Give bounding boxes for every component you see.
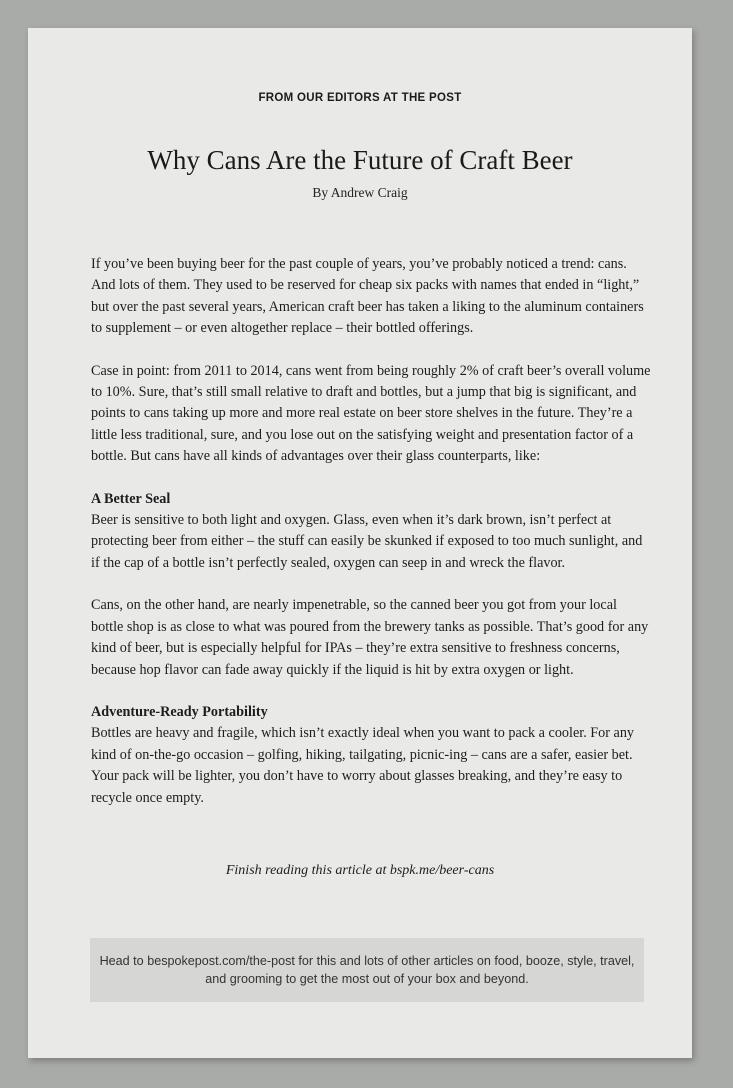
article-body: [91, 254, 651, 830]
page-title: Why Cans Are the Future of Craft Beer: [147, 145, 573, 175]
paragraph-2: Case in point: from 2011 to 2014, cans went from being roughly 2% of craft beer’s overall volume to 10%. Sure, that’s still small relative to draft and bottles, but a jump that big is significant, and points to cans taking up more and more real estate on beer store shelves in the future. They’re a little less traditional, sure, and you lose out on the satisfying weight and presentation factor of a bottle. But cans have all kinds of advantages over their glass counterparts, like:: [91, 362, 651, 465]
footer-lead: Head to: [99, 954, 144, 968]
byline: By Andrew Craig: [312, 185, 408, 200]
intro-paragraph: If you’ve been buying beer for the past couple of years, you’ve probably noticed a trend: cans. And lots of them. They used to be reserved for cheap six packs with names that ended in “light,” but over the past several years, American craft beer has taken a liking to the aluminum containers to supplement – or even altogether replace – their bottled offerings.: [91, 256, 644, 337]
finish-link[interactable]: bspk.me/beer-cans: [389, 863, 495, 878]
section-seal-paragraph-1: Beer is sensitive to both light and oxygen. Glass, even when it’s dark brown, isn’t perfect at protecting beer from either – the stuff can easily be skunked if exposed to too much sunlight, and if the cap of a bottle isn’t perfectly sealed, oxygen can seep in and wreck the flavor.: [91, 512, 643, 571]
finish-text: Finish reading this article at: [225, 863, 387, 878]
footer-note: [90, 938, 644, 1002]
footer-link[interactable]: bespokepost.com/the-post: [147, 954, 295, 968]
footer-rest: for this and lots of other articles on food, booze, style, travel, and grooming to get the most out of your box and beyond.: [205, 954, 635, 986]
section-heading-seal: A Better Seal: [91, 490, 171, 507]
article-card: [28, 28, 692, 1058]
section-seal-paragraph-2: Cans, on the other hand, are nearly impenetrable, so the canned beer you got from your local bottle shop is as close to what was poured from the brewery tanks as possible. That’s good for any kind of beer, but is especially helpful for IPAs – they’re extra sensitive to freshness concerns, because hop flavor can fade away quickly if the liquid is hit by extra oxygen or light.: [91, 597, 649, 678]
section-heading-portability: Adventure-Ready Portability: [91, 703, 268, 720]
section-portability-paragraph: Bottles are heavy and fragile, which isn’t exactly ideal when you want to pack a cooler. For any kind of on-the-go occasion – golfing, hiking, tailgating, picnic-ing – cans are a safer, easier bet. Your pack will be lighter, you don’t have to worry about glasses breaking, and they’re easy to recycle once empty.: [91, 725, 635, 806]
kicker: FROM OUR EDITORS AT THE POST: [258, 92, 462, 104]
finish-reading: [28, 863, 692, 879]
